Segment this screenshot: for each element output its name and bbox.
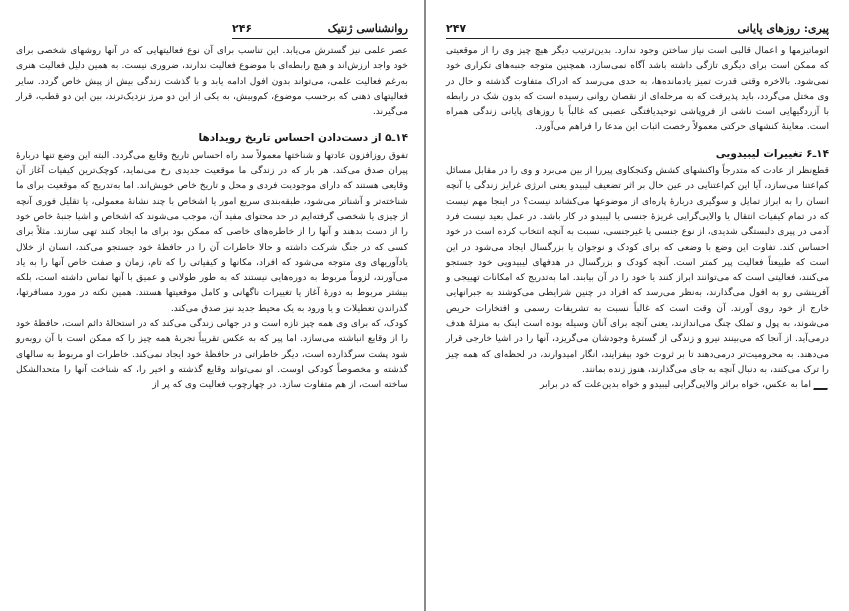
- left-page-running-title: روانشناسی ژنتیک: [327, 21, 408, 35]
- right-page-header: [446, 20, 829, 39]
- right-page-running-title: پیری: روزهای پایانی: [737, 21, 829, 35]
- left-paragraph-1: تفوق روزافزون عادتها و شناختها معمولاً سد راه احساس تاریخ وقایع می‌گردد. البته این وضع تنها دربارهٔ پیران صدق می‌کند. هر بار که در زندگی ما موقعیت جدیدی رخ می‌نماید، کوچک‌ترین کیفیات آغاز آن وقایعی هستند که دارای موجودیت فردی و محل و تاریخ خاص خویش‌اند. اما به‌تدریج که موقعیت برای ما شناخته‌تر و آشناتر می‌شود، طبقه‌بندی سریع امور یا اشخاص با چند نشانهٔ معمولی، یا تقلیل فوری آنچه از چیزی یا شخصی گرفته‌ایم در حد محتوای مفید آن، موجب می‌شوند که اشخاص و اشیا جنبهٔ خاص خود را از دست بدهند و آنها را از خاطره‌های خاصی که ممکن بود برای ما ایجاد کنند تهی سازند. مثلاً برای کسی که در جنگ شرکت داشته و حالا خاطرات آن را در حافظهٔ خود جستجو می‌کند، انسان از خلال یادآوریهای وی متوجه می‌شود که افراد، مکانها و کیفیاتی را که تام، زمان و صفت خاص آنها را به یاد می‌آورند، لزوماً مربوط به دوره‌هایی نیستند که به طور طولانی و عمیق با آنها تماس داشته است، بلکه بیشتر مربوط به دورهٔ آغاز یا تغییرات ناگهانی و کامل موقعیتها هستند. همین نکته در مورد مسافرتها، گذراندن تعطیلات و یا ورود به یک محیط جدید نیز صدق می‌کند.: [16, 149, 408, 314]
- left-paragraph-2: کودک، که برای وی همه چیز تازه است و در جهانی زندگی می‌کند که در استحالهٔ دائم است، حافظهٔ خود را از وقایع انباشته می‌سازد. اما پیر که به عکس تقریباً تجربهٔ همه چیز را که ممکن است با آن روبه‌رو شود پشت سرگذارده است، دیگر خاطراتی در حافظهٔ خود ایجاد نمی‌کند. خاطرات او مربوط به سالهای گذشته و مخصوصاً کودکی اوست. او نمی‌تواند وقایع گذشته و اخیر را، که شناخت آنها را متحدالشکل ساخته است، از هم متفاوت سازد. در چهارچوب فعالیت وی که پر از: [16, 318, 408, 391]
- left-paragraph-intro: عصر علمی نیز گسترش می‌یابد. این تناسب برای آن نوع فعالیتهایی که در آنها روشهای شخصی برای خود واجد ارزش‌اند و هیچ رابطه‌ای با موضوع فعالیت ندارند، ضروری نیست. به همین دلیل فعالیت هنری به‌رغم فعالیت علمی، می‌تواند بدون افول ادامه یابد و با گذشت زندگی بیش از پیش خاص گردد. سایر فعالیتهای ذهنی که برحسب موضوع، کم‌وبیش، به یکی از این دو مرز نزدیک‌ترند، بین این دو قطب، قرار می‌گیرند.: [16, 45, 408, 118]
- left-page: [0, 0, 424, 611]
- right-paragraph-2: [446, 377, 829, 392]
- right-paragraph-2-text: اما به عکس، خواه براثر والایی‌گرایی لیبیدو و خواه بدین‌علت که در برابر: [540, 379, 811, 391]
- left-page-body: [16, 43, 408, 393]
- left-page-header: [232, 20, 408, 39]
- right-page-body: [446, 43, 829, 393]
- left-section-heading: ۱۴ـ۵ از دست‌دادن احساس تاریخ رویدادها: [198, 132, 408, 145]
- left-page-number: ۲۴۶: [232, 21, 253, 35]
- right-page-number: ۲۴۷: [446, 21, 467, 35]
- right-paragraph-intro: اتوماتیزمها و اعمال قالبی است نیاز ساختن وجود ندارد. بدین‌ترتیب دیگر هیچ چیز وی را از موقعیتی که ممکن است برای دیگری تازگی داشته باشد آگاه نمی‌سازد، همچنین متوجه جنبه‌های تکراری خود نمی‌شود. بالاخره وقتی قدرت تمیز یادمانده‌ها، به حدی می‌رسد که ادراک متفاوت گذشته و حال در وی مختل می‌گردد، باید پذیرفت که به مرحله‌ای از نقصان روانی رسیده است که بدون شک در رابطه با آزردگیهایی است ناشی از فروپاشی توحیدیافتگی عصبی که غالباً با روزهای پایانی زندگی همراه است. معاینهٔ کنشهای حرکتی معمولاً رخصت اثبات این مدعا را فراهم می‌آورد.: [446, 45, 829, 133]
- pen-mark-icon: [813, 380, 831, 390]
- right-paragraph-1: قطع‌نظر از عادت که متدرجاً واکنشهای کشش وکنجکاوی پیررا از بین می‌برد و وی را در مقابل مسائل کم‌اعتنا می‌سازد، آیا این کم‌اعتنایی در عین حال بر اثر تضعیف لیبیدو یعنی انرژی غرایز زندگی یا آنچه انسان را به ابراز تمایل و سوگیری دربارهٔ پاره‌ای از موضوعها می‌کشاند نیست؟ در اینجا مهم نیست که در تمام کیفیات انتقال یا والایی‌گرایی غریزهٔ جنسی یا لیبیدو در کار باشد. در عمل بعید نیست فرد آدمی در پیری دلبستگی شدیدی، از نوع جنسی یا غیرجنسی، نسبت به آنچه انتخاب کرده است در خود احساس کند. تفاوت این وضع با وضعی که برای کودک و نوجوان یا بزرگسال ایجاد می‌شود در این است که طبیعتاً فعالیت پیر کمتر است. آنچه کودک و بزرگسال در هدفهای لیبیدویی خود جستجو می‌کنند، فعالیتی است که می‌توانند ابراز کنند یا خود را در آن بیابند. اما به‌تدریج که امکانات تهییجی و آفرینشی رو به افول می‌گذارند، به‌نظر می‌رسد که افراد در چنین شرایطی می‌کوشند به جبرانهایی خارج از خود روی آورند. آن وقت است که غالباً نسبت به تشریفات رسمی و افتخارات حریص می‌شوند، به پول و تملک چنگ می‌اندازند، یعنی آنچه برای آنان وسیله بوده است اینک به منزلهٔ هدف درمی‌آید. از آنجا که می‌بینند نیرو و زندگی از گسترهٔ وجودشان می‌گریزد، آنها را در اشیا خارجی قرار می‌دهند. به محرومیت‌تر درمی‌دهند تا بر ثروت خود بیفزایند، انگار امیدوارند، در لحظه‌ای که همه چیز را ترک می‌کنند، به دنبال آنچه به جای می‌گذارند، هنوز زنده بمانند.: [446, 165, 829, 375]
- right-section-heading: ۱۴ـ۶ تغییرات لیبیدویی: [715, 147, 829, 160]
- right-page: [426, 0, 849, 611]
